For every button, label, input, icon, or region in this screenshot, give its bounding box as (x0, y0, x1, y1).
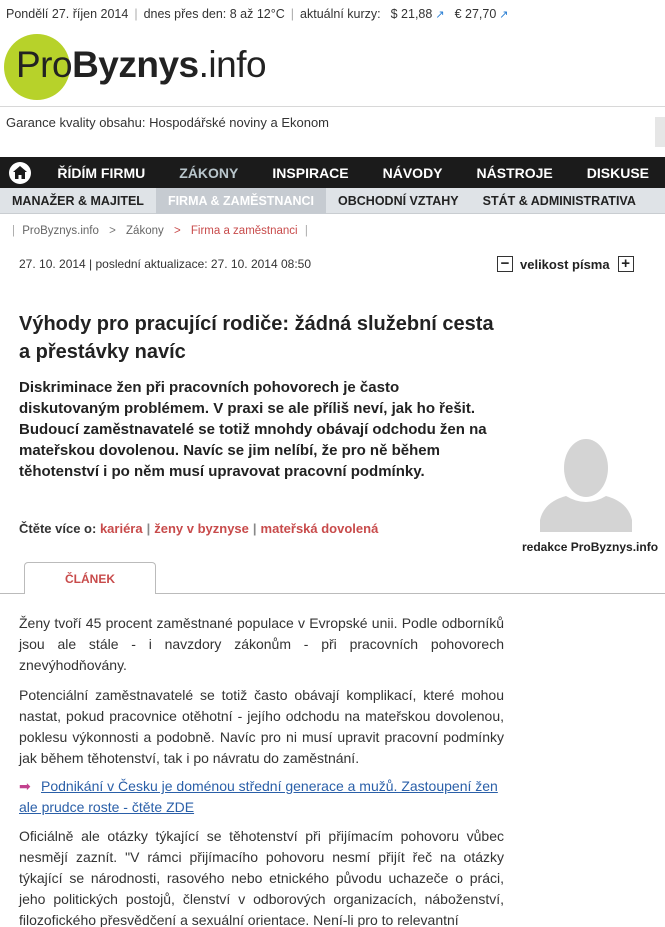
usd-rate[interactable]: $ 21,88 ↗ (390, 7, 445, 21)
breadcrumb: | ProByznys.info > Zákony > Firma a zaměstnanci | (12, 225, 308, 237)
tag-link[interactable]: kariéra (99, 521, 143, 536)
subnav-firma-zamestnanci[interactable]: FIRMA & ZAMĚSTNANCI (156, 188, 326, 214)
tag-link[interactable]: mateřská dovolená (260, 521, 379, 536)
related-article-link[interactable]: Podnikání v Česku je doménou střední generace a mužů. Zastoupení žen ale prudce roste - čtěte ZDE (19, 778, 498, 815)
article-paragraph: Potenciální zaměstnavatelé se totiž často obávají komplikací, které mohou nastat, pokud pracovnice otěhotní - jejího odchodu na mateřskou dovolenou, poklesu výkonnosti a podobně. Navíc pro ni musí upravit pracovní podmínky jak během těhotenství, tak i po návratu do zaměstnání. (19, 687, 504, 766)
rates-label: aktuální kurzy: (300, 7, 381, 21)
font-size-label: velikost písma (520, 256, 610, 272)
main-navigation (0, 157, 665, 188)
arrow-right-icon: ➡ (19, 778, 31, 794)
article-paragraph: Oficiálně ale otázky týkající se těhotenství při přijímacím pohovoru vůbec nesmějí zaznít. "V rámci přijímacího pohovoru nesmí přijít řeč na otázky týkající se národnosti, rasového nebo etnického původu uchazeče o práci, jeho politických postojů, členství v odborových organizacích, náboženství, filozofického přesvědčení a sexuální orientace. Není-li pro to relevantní (19, 828, 504, 927)
nav-diskuse[interactable]: DISKUSE (586, 164, 649, 181)
article-paragraph: Ženy tvoří 45 procent zaměstnané populace v Evropské unii. Podle odborníků jsou ale stále - i navzdory zákonům - při pracovních pohovorech znevýhodňovány. (19, 615, 504, 673)
nav-zakony[interactable]: ZÁKONY (179, 164, 239, 181)
font-increase-button[interactable]: + (618, 256, 634, 272)
article-title: Výhody pro pracující rodiče: žádná služební cesta a přestávky navíc (19, 313, 494, 363)
read-more-label: Čtěte více o: (19, 521, 97, 536)
nav-ridim-firmu[interactable]: ŘÍDÍM FIRMU (57, 164, 146, 181)
article-perex: Diskriminace žen při pracovních pohovorech je často diskutovaným problémem. V praxi se ale příliš neví, jak ho řešit. Budoucí zaměstnavatelé se totiž mnohdy obávají odchodu žen na mateřskou dovolenou. Navíc se jim nelíbí, že pro ně během těhotenství i po něm musí upravovat pracovní podmínky. (19, 379, 487, 480)
side-panel-edge (655, 117, 665, 147)
related-article (19, 776, 504, 818)
current-date: Pondělí 27. říjen 2014 (6, 7, 129, 21)
read-more-tags: Čtěte více o: kariéra | ženy v byznyse | mateřská dovolená (19, 521, 379, 536)
site-logo[interactable]: ProByznys.info (4, 30, 304, 102)
trend-up-icon: ↗ (435, 9, 445, 21)
author-avatar (540, 432, 632, 532)
separator: | (134, 7, 138, 21)
subnav-obchodni-vztahy[interactable]: OBCHODNÍ VZTAHY (338, 193, 459, 208)
article-tabs (0, 562, 665, 594)
home-icon (9, 162, 31, 184)
sub-navigation (0, 188, 665, 214)
tab-clanek[interactable]: ČLÁNEK (24, 562, 156, 594)
nav-inspirace[interactable]: INSPIRACE (272, 164, 349, 181)
author-name[interactable]: redakce ProByznys.info (522, 540, 659, 554)
trend-up-icon: ↗ (499, 9, 509, 21)
nav-navody[interactable]: NÁVODY (382, 164, 443, 181)
article-dateline: 27. 10. 2014 | poslední aktualizace: 27. 10. 2014 08:50 (19, 257, 312, 271)
breadcrumb-current[interactable]: Firma a zaměstnanci (190, 225, 298, 237)
eur-rate[interactable]: € 27,70 ↗ (454, 7, 509, 21)
top-info-bar (0, 0, 665, 28)
nav-nastroje[interactable]: NÁSTROJE (476, 164, 553, 181)
header-divider (0, 106, 665, 107)
breadcrumb-home[interactable]: ProByznys.info (22, 225, 99, 237)
tag-link[interactable]: ženy v byznyse (154, 521, 249, 536)
separator: | (290, 7, 295, 21)
weather-info: dnes přes den: 8 až 12°C (143, 7, 285, 21)
subnav-manazer-majitel[interactable]: MANAŽER & MAJITEL (12, 193, 144, 208)
home-button[interactable] (0, 157, 39, 188)
breadcrumb-zakony[interactable]: Zákony (126, 225, 164, 237)
font-decrease-button[interactable]: − (497, 256, 513, 272)
subnav-stat-administrativa[interactable]: STÁT & ADMINISTRATIVA (482, 193, 636, 208)
quality-tagline: Garance kvality obsahu: Hospodářské noviny a Ekonom (6, 115, 330, 130)
font-size-control (497, 255, 634, 273)
